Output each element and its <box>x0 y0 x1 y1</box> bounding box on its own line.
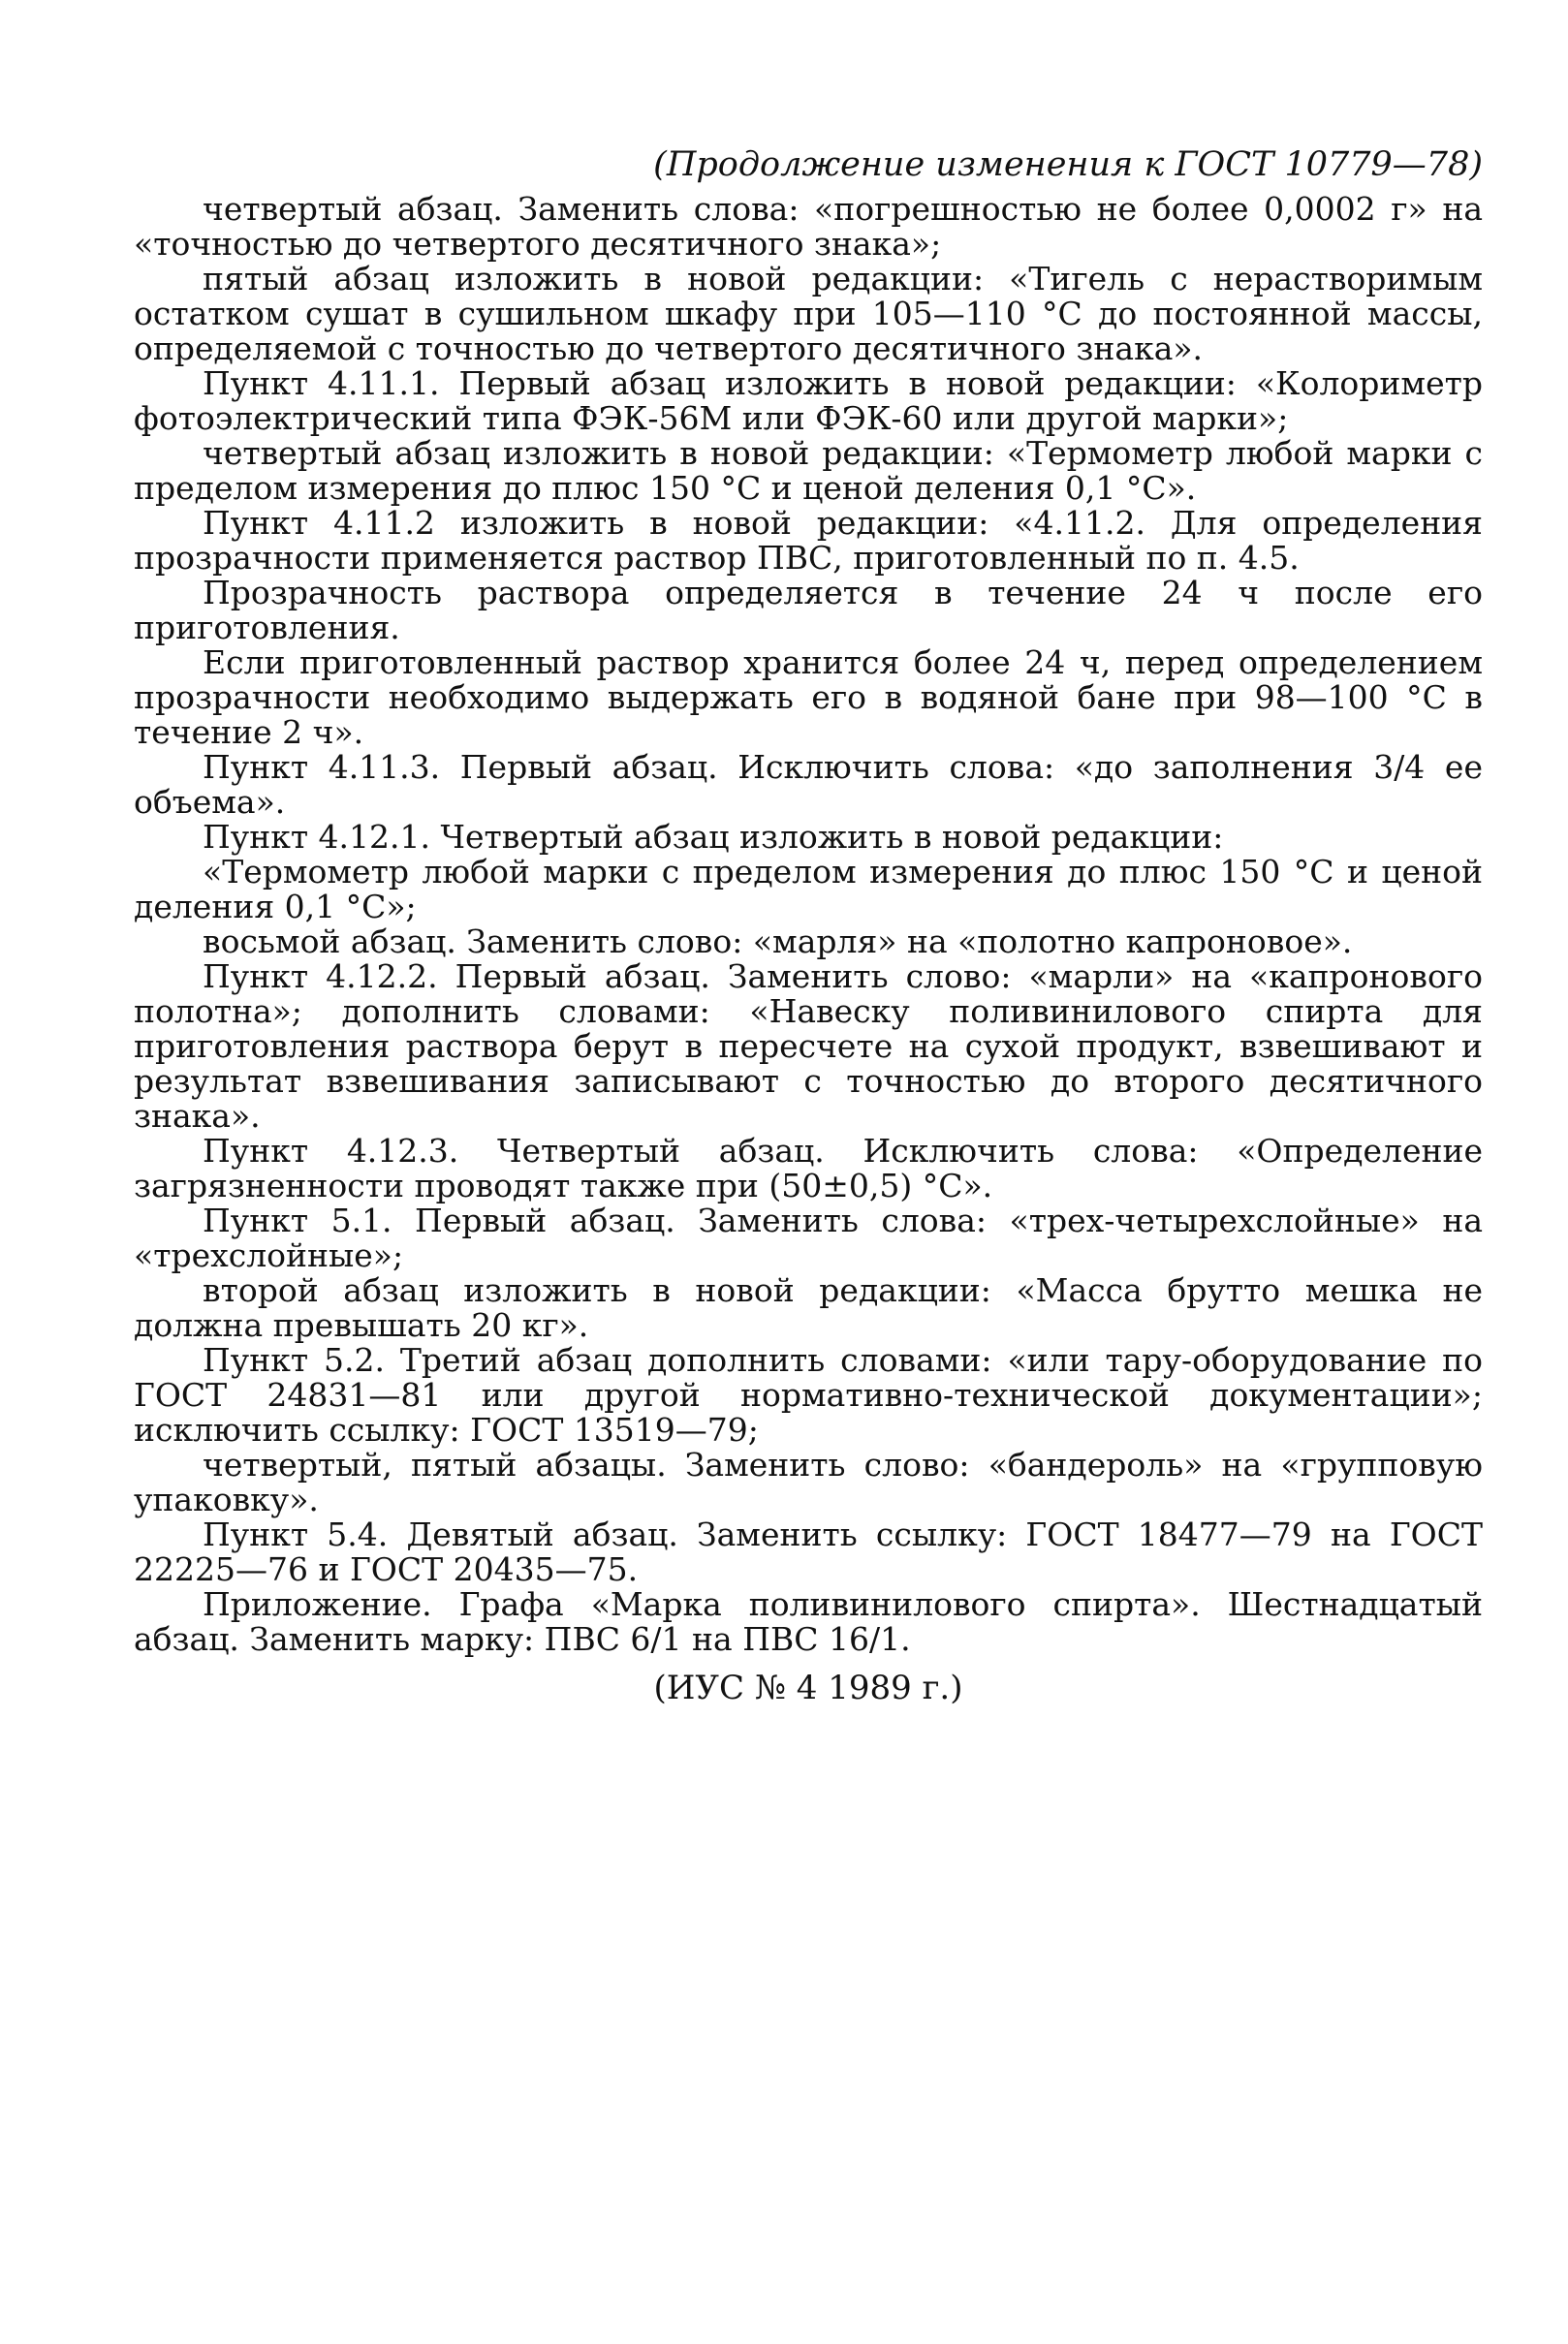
paragraph: пятый абзац изложить в новой редакции: «Тигель с нерастворимым остатком сушат в сушильном шкафу при 105—110 °С до постоянной массы, определяемой с точностью до четвертого десятичного знака». <box>134 260 1483 367</box>
paragraph: Пункт 4.11.3. Первый абзац. Исключить слова: «до заполнения 3/4 ее объема». <box>134 748 1483 821</box>
paragraph: второй абзац изложить в новой редакции: «Масса брутто мешка не должна превышать 20 кг». <box>134 1271 1483 1344</box>
paragraph: Пункт 4.12.3. Четвертый абзац. Исключить слова: «Определение загрязненности проводят также при (50±0,5) °С». <box>134 1132 1483 1204</box>
paragraph: четвертый абзац изложить в новой редакции: «Термометр любой марки с пределом измерения до плюс 150 °С и ценой деления 0,1 °С». <box>134 434 1483 507</box>
paragraph: четвертый абзац. Заменить слова: «погрешностью не более 0,0002 г» на «точностью до четвертого десятичного знака»; <box>134 190 1483 263</box>
paragraph: Пункт 4.11.2 изложить в новой редакции: «4.11.2. Для определения прозрачности применяется раствор ПВС, приготовленный по п. 4.5. <box>134 504 1483 577</box>
paragraph: Пункт 5.1. Первый абзац. Заменить слова: «трех-четырехслойные» на «трехслойные»; <box>134 1202 1483 1274</box>
paragraph: четвертый, пятый абзацы. Заменить слово: «бандероль» на «групповую упаковку». <box>134 1446 1483 1518</box>
paragraph: Приложение. Графа «Марка поливинилового спирта». Шестнадцатый абзац. Заменить марку: ПВС 6/1 на ПВС 16/1. <box>134 1585 1483 1658</box>
document-page <box>134 145 1483 1705</box>
paragraph: Пункт 5.2. Третий абзац дополнить словами: «или тару-оборудование по ГОСТ 24831—81 или другой нормативно-технической документации»; исключить ссылку: ГОСТ 13519—79; <box>134 1341 1483 1449</box>
paragraph: Прозрачность раствора определяется в течение 24 ч после его приготовления. <box>134 574 1483 646</box>
paragraph: Пункт 4.11.1. Первый абзац изложить в новой редакции: «Колориметр фотоэлектрический типа ФЭК-56М или ФЭК-60 или другой марки»; <box>134 364 1483 437</box>
paragraph: Пункт 5.4. Девятый абзац. Заменить ссылку: ГОСТ 18477—79 на ГОСТ 22225—76 и ГОСТ 20435—75. <box>134 1516 1483 1588</box>
paragraph: Пункт 4.12.1. Четвертый абзац изложить в новой редакции: <box>203 818 1224 856</box>
paragraph: «Термометр любой марки с пределом измерения до плюс 150 °С и ценой деления 0,1 °С»; <box>134 853 1483 925</box>
paragraph: Если приготовленный раствор хранится более 24 ч, перед определением прозрачности необходимо выдержать его в водяной бане при 98—100 °С в течение 2 ч». <box>134 643 1483 751</box>
publication-reference: (ИУС № 4 1989 г.) <box>653 1669 963 1707</box>
paragraph: Пункт 4.12.2. Первый абзац. Заменить слово: «марли» на «капронового полотна»; дополнить словами: «Навеску поливинилового спирта для приготовления раствора берут в пересчете на сухой продукт, взвешивают и результат взвешивания записывают с точностью до второго десятичного знака». <box>134 957 1483 1135</box>
paragraph: восьмой абзац. Заменить слово: «марля» на «полотно капроновое». <box>203 922 1353 960</box>
page-header: (Продолжение изменения к ГОСТ 10779—78) <box>653 145 1483 184</box>
